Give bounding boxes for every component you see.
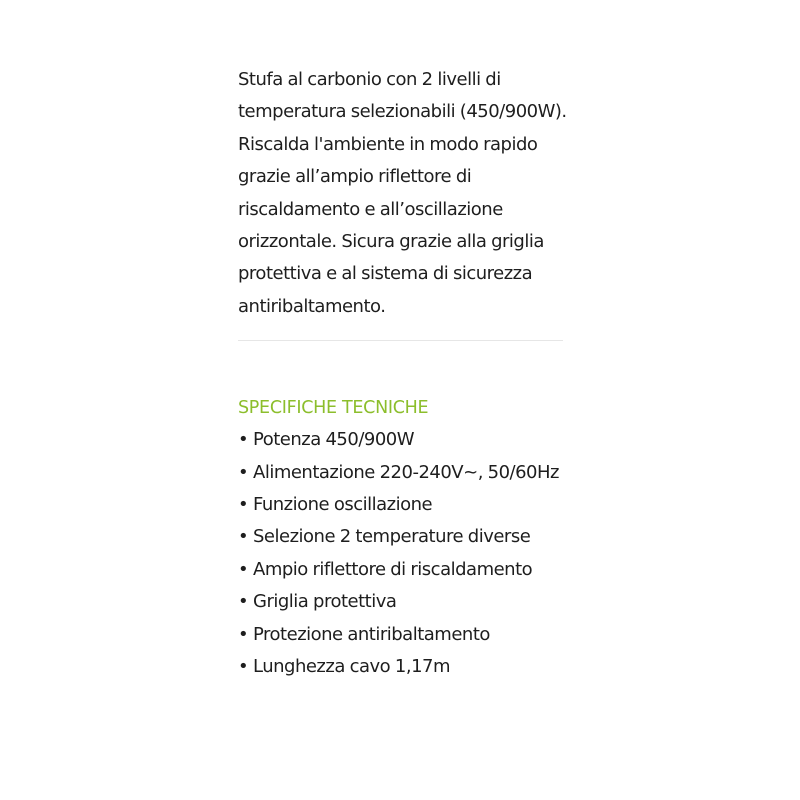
product-description: Stufa al carbonio con 2 livelli di temperatura selezionabili (450/900W). Riscalda l'ambiente in modo rapido grazie all’ampio riflettore di riscaldamento e all’oscillazione orizzontale. Sicura grazie alla griglia protettiva e al sistema di sicurezza antiribaltamento. — [238, 69, 567, 317]
spec-item-text: Lunghezza cavo 1,17m — [253, 656, 451, 678]
spec-item-text: Protezione antiribaltamento — [253, 623, 490, 645]
spec-item — [238, 424, 568, 456]
spec-item — [238, 457, 568, 489]
bullet-icon: • — [238, 591, 249, 613]
bullet-icon: • — [238, 429, 249, 451]
spec-item-text: Funzione oscillazione — [253, 494, 433, 516]
spec-item — [238, 586, 568, 618]
section-divider — [238, 340, 563, 341]
spec-heading: SPECIFICHE TECNICHE — [238, 398, 429, 419]
bullet-icon: • — [238, 656, 249, 678]
bullet-icon: • — [238, 526, 249, 548]
spec-item-text: Ampio riflettore di riscaldamento — [253, 558, 533, 580]
spec-item-text: Griglia protettiva — [253, 591, 397, 613]
bullet-icon: • — [238, 623, 249, 645]
bullet-icon: • — [238, 461, 249, 483]
bullet-icon: • — [238, 494, 249, 516]
spec-item — [238, 489, 568, 521]
spec-item-text: Alimentazione 220-240V~, 50/60Hz — [253, 461, 559, 483]
spec-list — [238, 424, 568, 683]
bullet-icon: • — [238, 558, 249, 580]
product-description-block — [238, 64, 568, 684]
spec-item — [238, 521, 568, 553]
spec-item — [238, 651, 568, 683]
spec-item-text: Selezione 2 temperature diverse — [253, 526, 531, 548]
spec-item — [238, 619, 568, 651]
spec-item — [238, 554, 568, 586]
spec-item-text: Potenza 450/900W — [253, 429, 415, 451]
